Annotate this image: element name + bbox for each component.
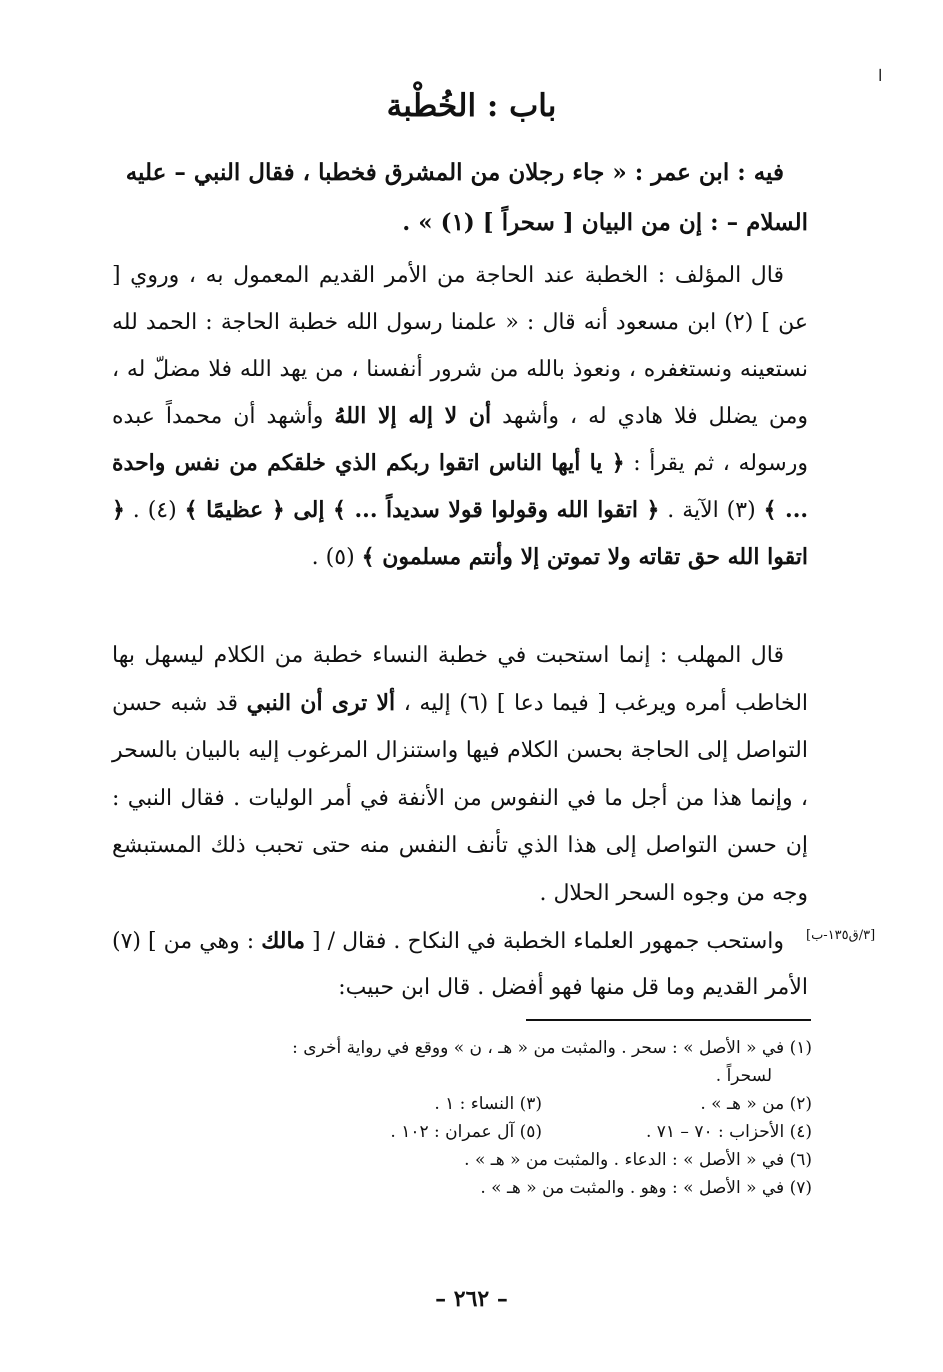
manuscript-folio-note: [٣/ق١٣٥-ب]: [806, 928, 876, 943]
author-commentary-paragraph: [112, 252, 808, 581]
scholars-text: [112, 918, 808, 1011]
muhallab-emphasis: ألا ترى أن النبي: [246, 689, 396, 716]
footnotes: [112, 1034, 812, 1202]
footnote-1: (١) في « الأصل » : سحر . والمثبت من « هـ ، ن » ووقع في رواية أخرى :: [292, 1038, 812, 1058]
footnote-6: (٦) في « الأصل » : الدعاء . والمثبت من « هـ » .: [464, 1150, 812, 1170]
hadith-paragraph: [112, 148, 808, 248]
footnote-5: (٥) آل عمران : ١٠٢ .: [390, 1122, 542, 1142]
muhallab-text-a: قال المهلب : إنما استحبت في خطبة النساء خطبة من الكلام ليسهل بها الخاطب أمره ويرغب [ فيما دعا ] (٦) إليه ،: [112, 643, 809, 716]
muhallab-text-c: قد شبه حسن التواصل إلى الحاجة بحسن الكلام فيها واستنزال المرغوب إليه بالبيان بالسحر ، وإنما هذا من أجل ما في النفوس من الأنفة في أمر الوليات . فقال النبي : إن حسن التواصل إلى هذا الذي تأنف النفس منه حتى تحبب ذلك المستبشع وجه من وجوه السحر الحلال .: [112, 690, 808, 906]
page-number: – ٢٦٢ –: [435, 1286, 508, 1312]
footnote-ref-5: (٥) .: [311, 545, 362, 570]
scholars-text-a: واستحب جمهور العلماء الخطبة في النكاح . فقال / [: [304, 929, 784, 954]
quran-quote-nisa: ﴿ يا أيها الناس اتقوا ربكم الذي خلقكم من نفس واحدة ... ﴾: [112, 450, 809, 523]
scholars-paragraph: [112, 918, 808, 1011]
footnote-row-4-5: [112, 1118, 812, 1146]
muhallab-paragraph: [112, 632, 808, 917]
corner-mark: ا: [878, 66, 883, 85]
hadith-line-1: فيه : ابن عمر : « جاء رجلان من المشرق فخطبا ، فقال النبي – عليه: [125, 159, 784, 186]
commentary-text-c: وأشهد أن محمداً عبده ورسوله ، ثم يقرأ :: [112, 404, 808, 476]
scholars-malik: مالك: [261, 928, 305, 954]
scholars-text-c: : وهي من ] (٧) الأمر القديم وما قل منها فهو أفضل . قال ابن حبيب:: [112, 929, 808, 1000]
author-commentary-text: [112, 252, 808, 581]
footnote-ref-4: (٤) .: [124, 498, 185, 523]
footnote-2: (٢) من « هـ » .: [700, 1094, 812, 1114]
footnote-4: (٤) الأحزاب : ٧٠ – ٧١ .: [645, 1122, 812, 1142]
quran-quote-ahzab: ﴿ اتقوا الله وقولوا قولا سديداً ... ﴾ إلى ﴿ عظيمًا ﴾: [184, 497, 660, 523]
footnote-1-continuation: لسحراً .: [715, 1066, 772, 1086]
commentary-text-a: قال المؤلف : الخطبة عند الحاجة من الأمر القديم المعمول به ، وروي [ عن ] (٢) ابن مسعود أنه قال : « علمنا رسول الله خطبة الحاجة : الحمد لله نستعينه ونستغفره ، ونعوذ بالله من شرور أنفسنا ، من يهد الله فلا مضلّ له ، ومن يضلل فلا هادي له ، وأشهد: [112, 263, 808, 429]
muhallab-text: [112, 632, 808, 917]
footnote-7: (٧) في « الأصل » : وهو . والمثبت من « هـ » .: [480, 1178, 812, 1198]
footnote-3: (٣) النساء : ١ .: [434, 1094, 542, 1114]
footnote-divider: [526, 1019, 811, 1021]
commentary-shahada: أن لا إله إلا اللهُ: [334, 403, 492, 429]
chapter-title: باب : الخُطْبة: [386, 88, 557, 124]
footnote-ref-3: (٣) الآية .: [659, 498, 764, 523]
hadith-line-2: السلام – : إن من البيان [ سحراً ] (١) » .: [402, 209, 808, 236]
footnote-row-2-3: [112, 1090, 812, 1118]
quran-quote-al-imran: ﴿ اتقوا الله حق تقاته ولا تموتن إلا وأنتم مسلمون ﴾: [112, 497, 808, 570]
